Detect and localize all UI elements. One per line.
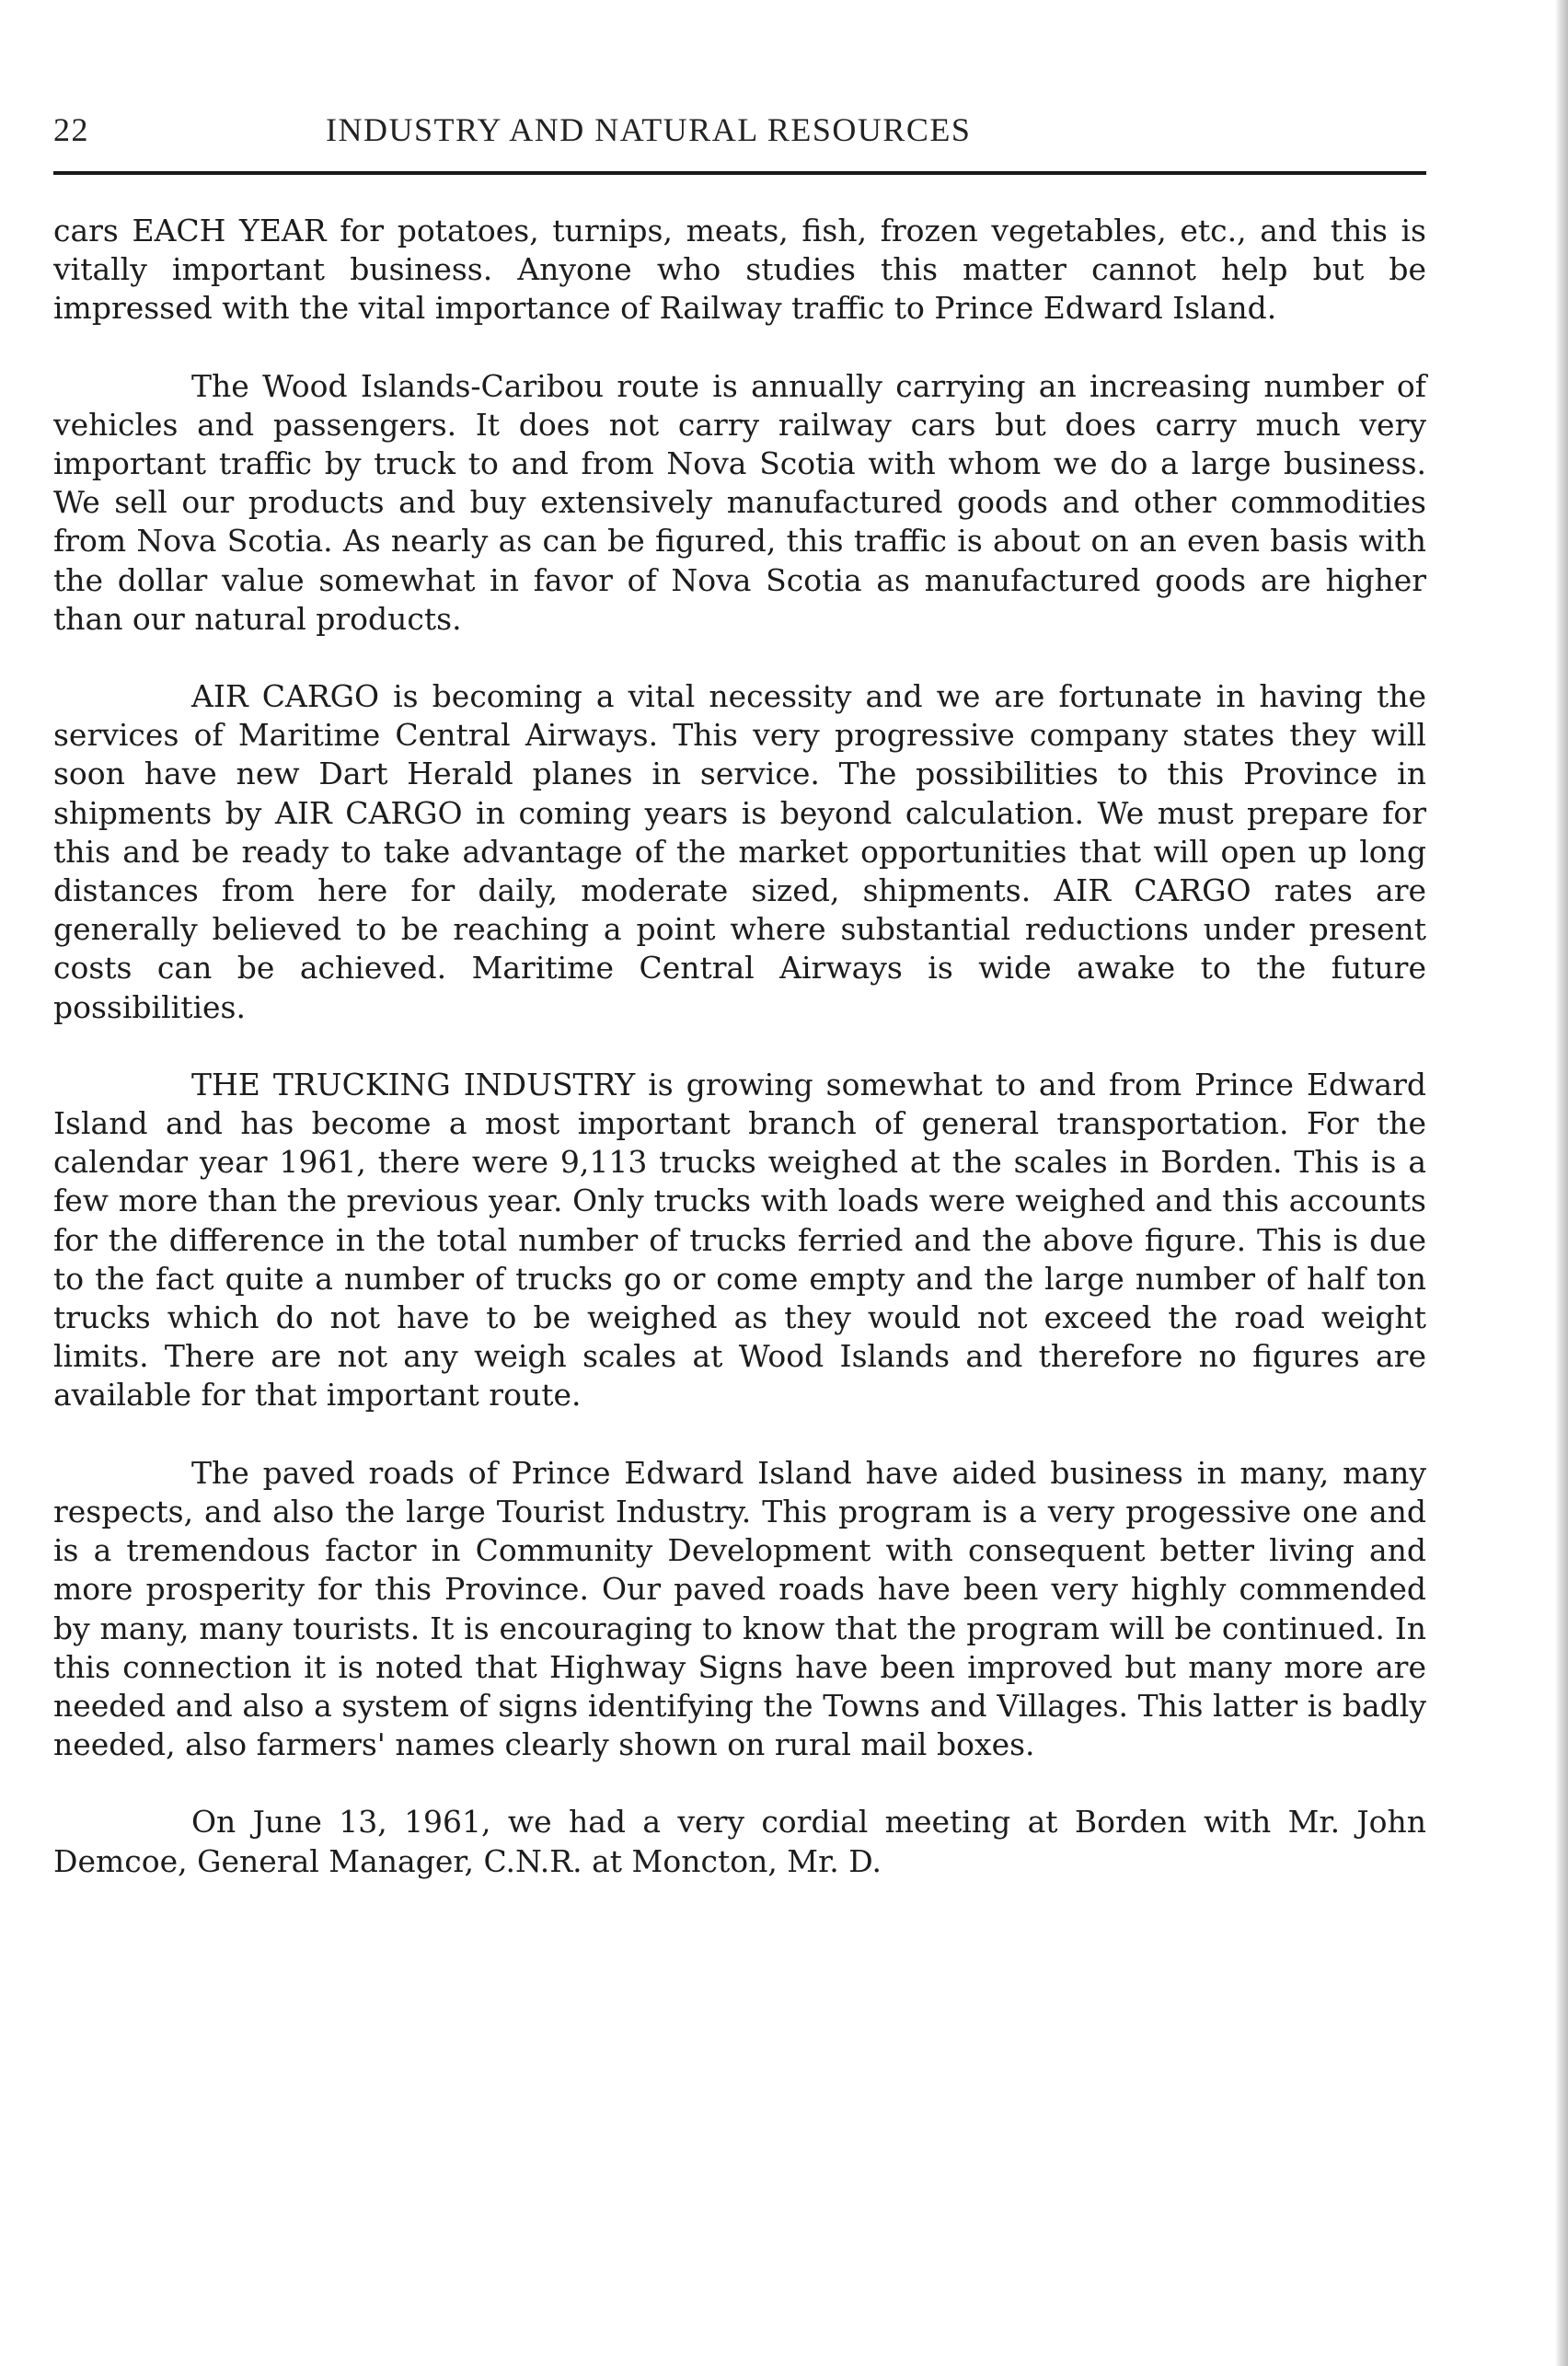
paragraph-air-cargo: AIR CARGO is becoming a vital necessity and we are fortunate in having the services of Maritime Central Airways. This very progressive company states they will soon have new Dart Herald planes in service. The possibilities to this Province in shipments by AIR CARGO in coming years is beyond calculation. We must prepare for this and be ready to take advantage of the market opportunities that will open up long distances from here for daily, moderate sized, shipments. AIR CARGO rates are generally believed to be reaching a point where substantial reductions under present costs can be achieved. Maritime Central Airways is wide awake to the future possibilities. [53, 678, 1426, 1025]
page-header [53, 101, 1426, 156]
running-head: INDUSTRY AND NATURAL RESOURCES [326, 111, 972, 148]
header-rule [53, 171, 1426, 175]
paragraph-trucking-industry: THE TRUCKING INDUSTRY is growing somewhat to and from Prince Edward Island and has become a most important branch of general transportation. For the calendar year 1961, there were 9,113 trucks weighed at the scales in Borden. This is a few more than the previous year. Only trucks with loads were weighed and this accounts for the difference in the total number of trucks ferried and the above figure. This is due to the fact quite a number of trucks go or come empty and the large number of half ton trucks which do not have to be weighed as they would not exceed the road weight limits. There are not any weigh scales at Wood Islands and therefore no figures are available for that important route. [53, 1066, 1426, 1414]
paragraph-continued: cars EACH YEAR for potatoes, turnips, meats, fish, frozen vegetables, etc., and this is vitally important business. Anyone who studies this matter cannot help but be impressed with the vital importance of Railway traffic to Prince Edward Island. [53, 213, 1426, 327]
scan-page-edge [1555, 0, 1568, 2366]
body-text [53, 212, 1426, 1881]
paragraph-borden-meeting: On June 13, 1961, we had a very cordial meeting at Borden with Mr. John Demcoe, General Manager, C.N.R. at Moncton, Mr. D. [53, 1804, 1426, 1879]
page-number: 22 [53, 111, 89, 148]
paragraph-paved-roads: The paved roads of Prince Edward Island have aided business in many, many respects, and also the large Tourist Industry. This program is a very progessive one and is a tremendous factor in Community Development with consequent better living and more prosperity for this Province. Our paved roads have been very highly commended by many, many tourists. It is encouraging to know that the program will be continued. In this connection it is noted that Highway Signs have been improved but many more are needed and also a system of signs identifying the Towns and Villages. This latter is badly needed, also farmers' names clearly shown on rural mail boxes. [53, 1454, 1426, 1763]
paragraph-wood-islands-route: The Wood Islands-Caribou route is annually carrying an increasing number of vehicles and passengers. It does not carry railway cars but does carry much very important traffic by truck to and from Nova Scotia with whom we do a large business. We sell our products and buy extensively manufactured goods and other commodities from Nova Scotia. As nearly as can be figured, this traffic is about on an even basis with the dollar value somewhat in favor of Nova Scotia as manufactured goods are higher than our natural products. [53, 367, 1426, 637]
